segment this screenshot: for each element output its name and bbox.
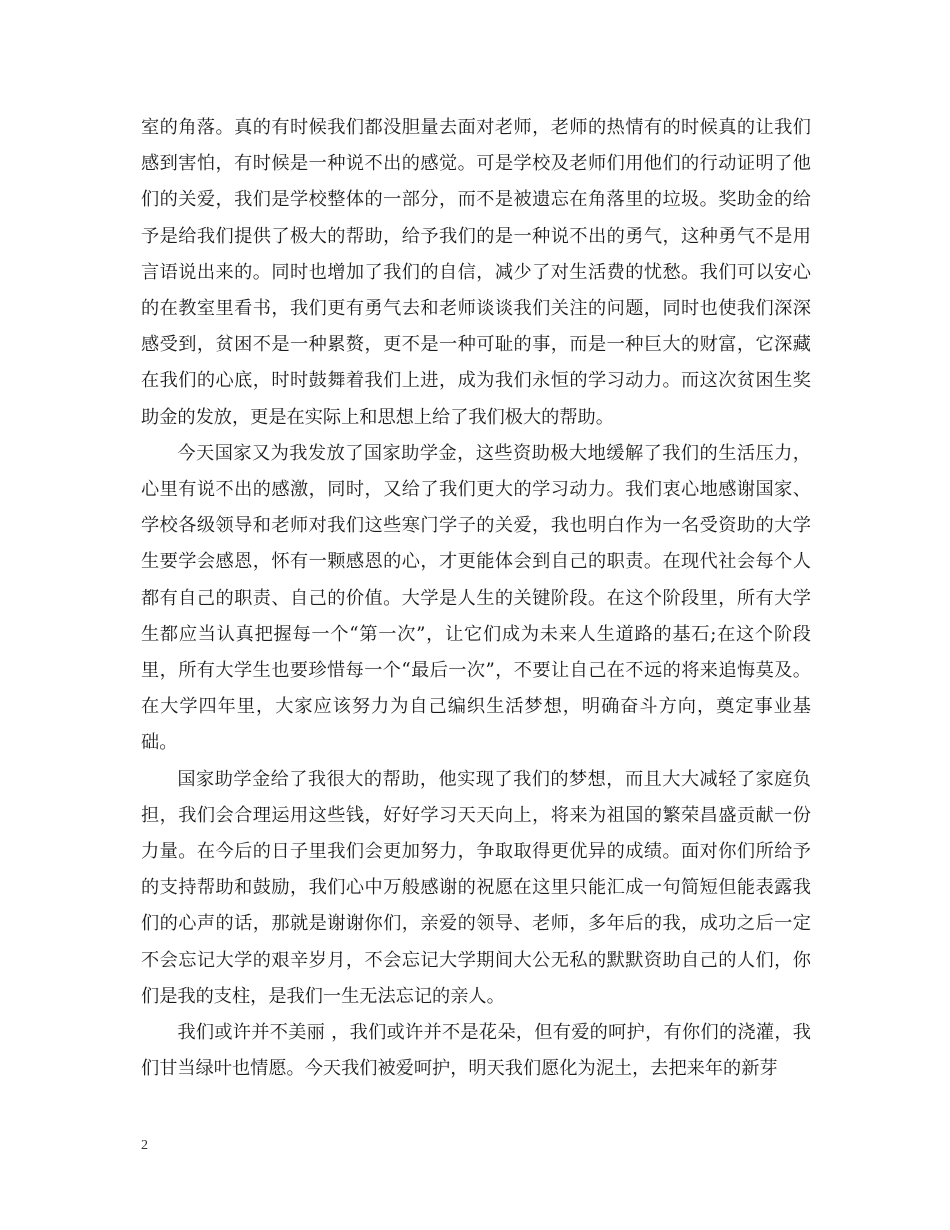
page-number: 2 xyxy=(141,1138,148,1153)
document-body xyxy=(141,110,811,1087)
paragraph-2: 今天国家又为我发放了国家助学金，这些资助极大地缓解了我们的生活压力，心里有说不出的感激，同时，又给了我们更大的学习动力。我们衷心地感谢国家、学校各级领导和老师对我们这些寒门学子的关爱，我也明白作为一名受资助的大学生要学会感恩，怀有一颗感恩的心，才更能体会到自己的职责。在现代社会每个人都有自己的职责、自己的价值。大学是人生的关键阶段。在这个阶段里，所有大学生都应当认真把握每一个“第一次”，让它们成为未来人生道路的基石;在这个阶段里，所有大学生也要珍惜每一个“最后一次”，不要让自己在不远的将来追悔莫及。在大学四年里，大家应该努力为自己编织生活梦想，明确奋斗方向，奠定事业基础。 xyxy=(141,442,811,754)
paragraph-3: 国家助学金给了我很大的帮助，他实现了我们的梦想，而且大大减轻了家庭负担，我们会合理运用这些钱，好好学习天天向上，将来为祖国的繁荣昌盛贡献一份力量。在今后的日子里我们会更加努力，争取取得更优异的成绩。面对你们所给予的支持帮助和鼓励，我们心中万般感谢的祝愿在这里只能汇成一句简短但能表露我们的心声的话，那就是谢谢你们，亲爱的领导、老师，多年后的我，成功之后一定不会忘记大学的艰辛岁月，不会忘记大学期间大公无私的默默资助自己的人们，你们是我的支柱，是我们一生无法忘记的亲人。 xyxy=(141,768,811,1007)
paragraph-4: 我们或许并不美丽 ，我们或许并不是花朵，但有爱的呵护，有你们的浇灌，我们甘当绿叶也情愿。今天我们被爱呵护，明天我们愿化为泥土，去把来年的新芽 xyxy=(141,1022,811,1080)
paragraph-1: 室的角落。真的有时候我们都没胆量去面对老师，老师的热情有的时候真的让我们感到害怕，有时候是一种说不出的感觉。可是学校及老师们用他们的行动证明了他们的关爱，我们是学校整体的一部分，而不是被遗忘在角落里的垃圾。奖助金的给予是给我们提供了极大的帮助，给予我们的是一种说不出的勇气，这种勇气不是用言语说出来的。同时也增加了我们的自信，减少了对生活费的忧愁。我们可以安心的在教室里看书，我们更有勇气去和老师谈谈我们关注的问题，同时也使我们深深感受到，贫困不是一种累赘，更不是一种可耻的事，而是一种巨大的财富，它深藏在我们的心底，时时鼓舞着我们上进，成为我们永恒的学习动力。而这次贫困生奖助金的发放，更是在实际上和思想上给了我们极大的帮助。 xyxy=(141,117,811,428)
